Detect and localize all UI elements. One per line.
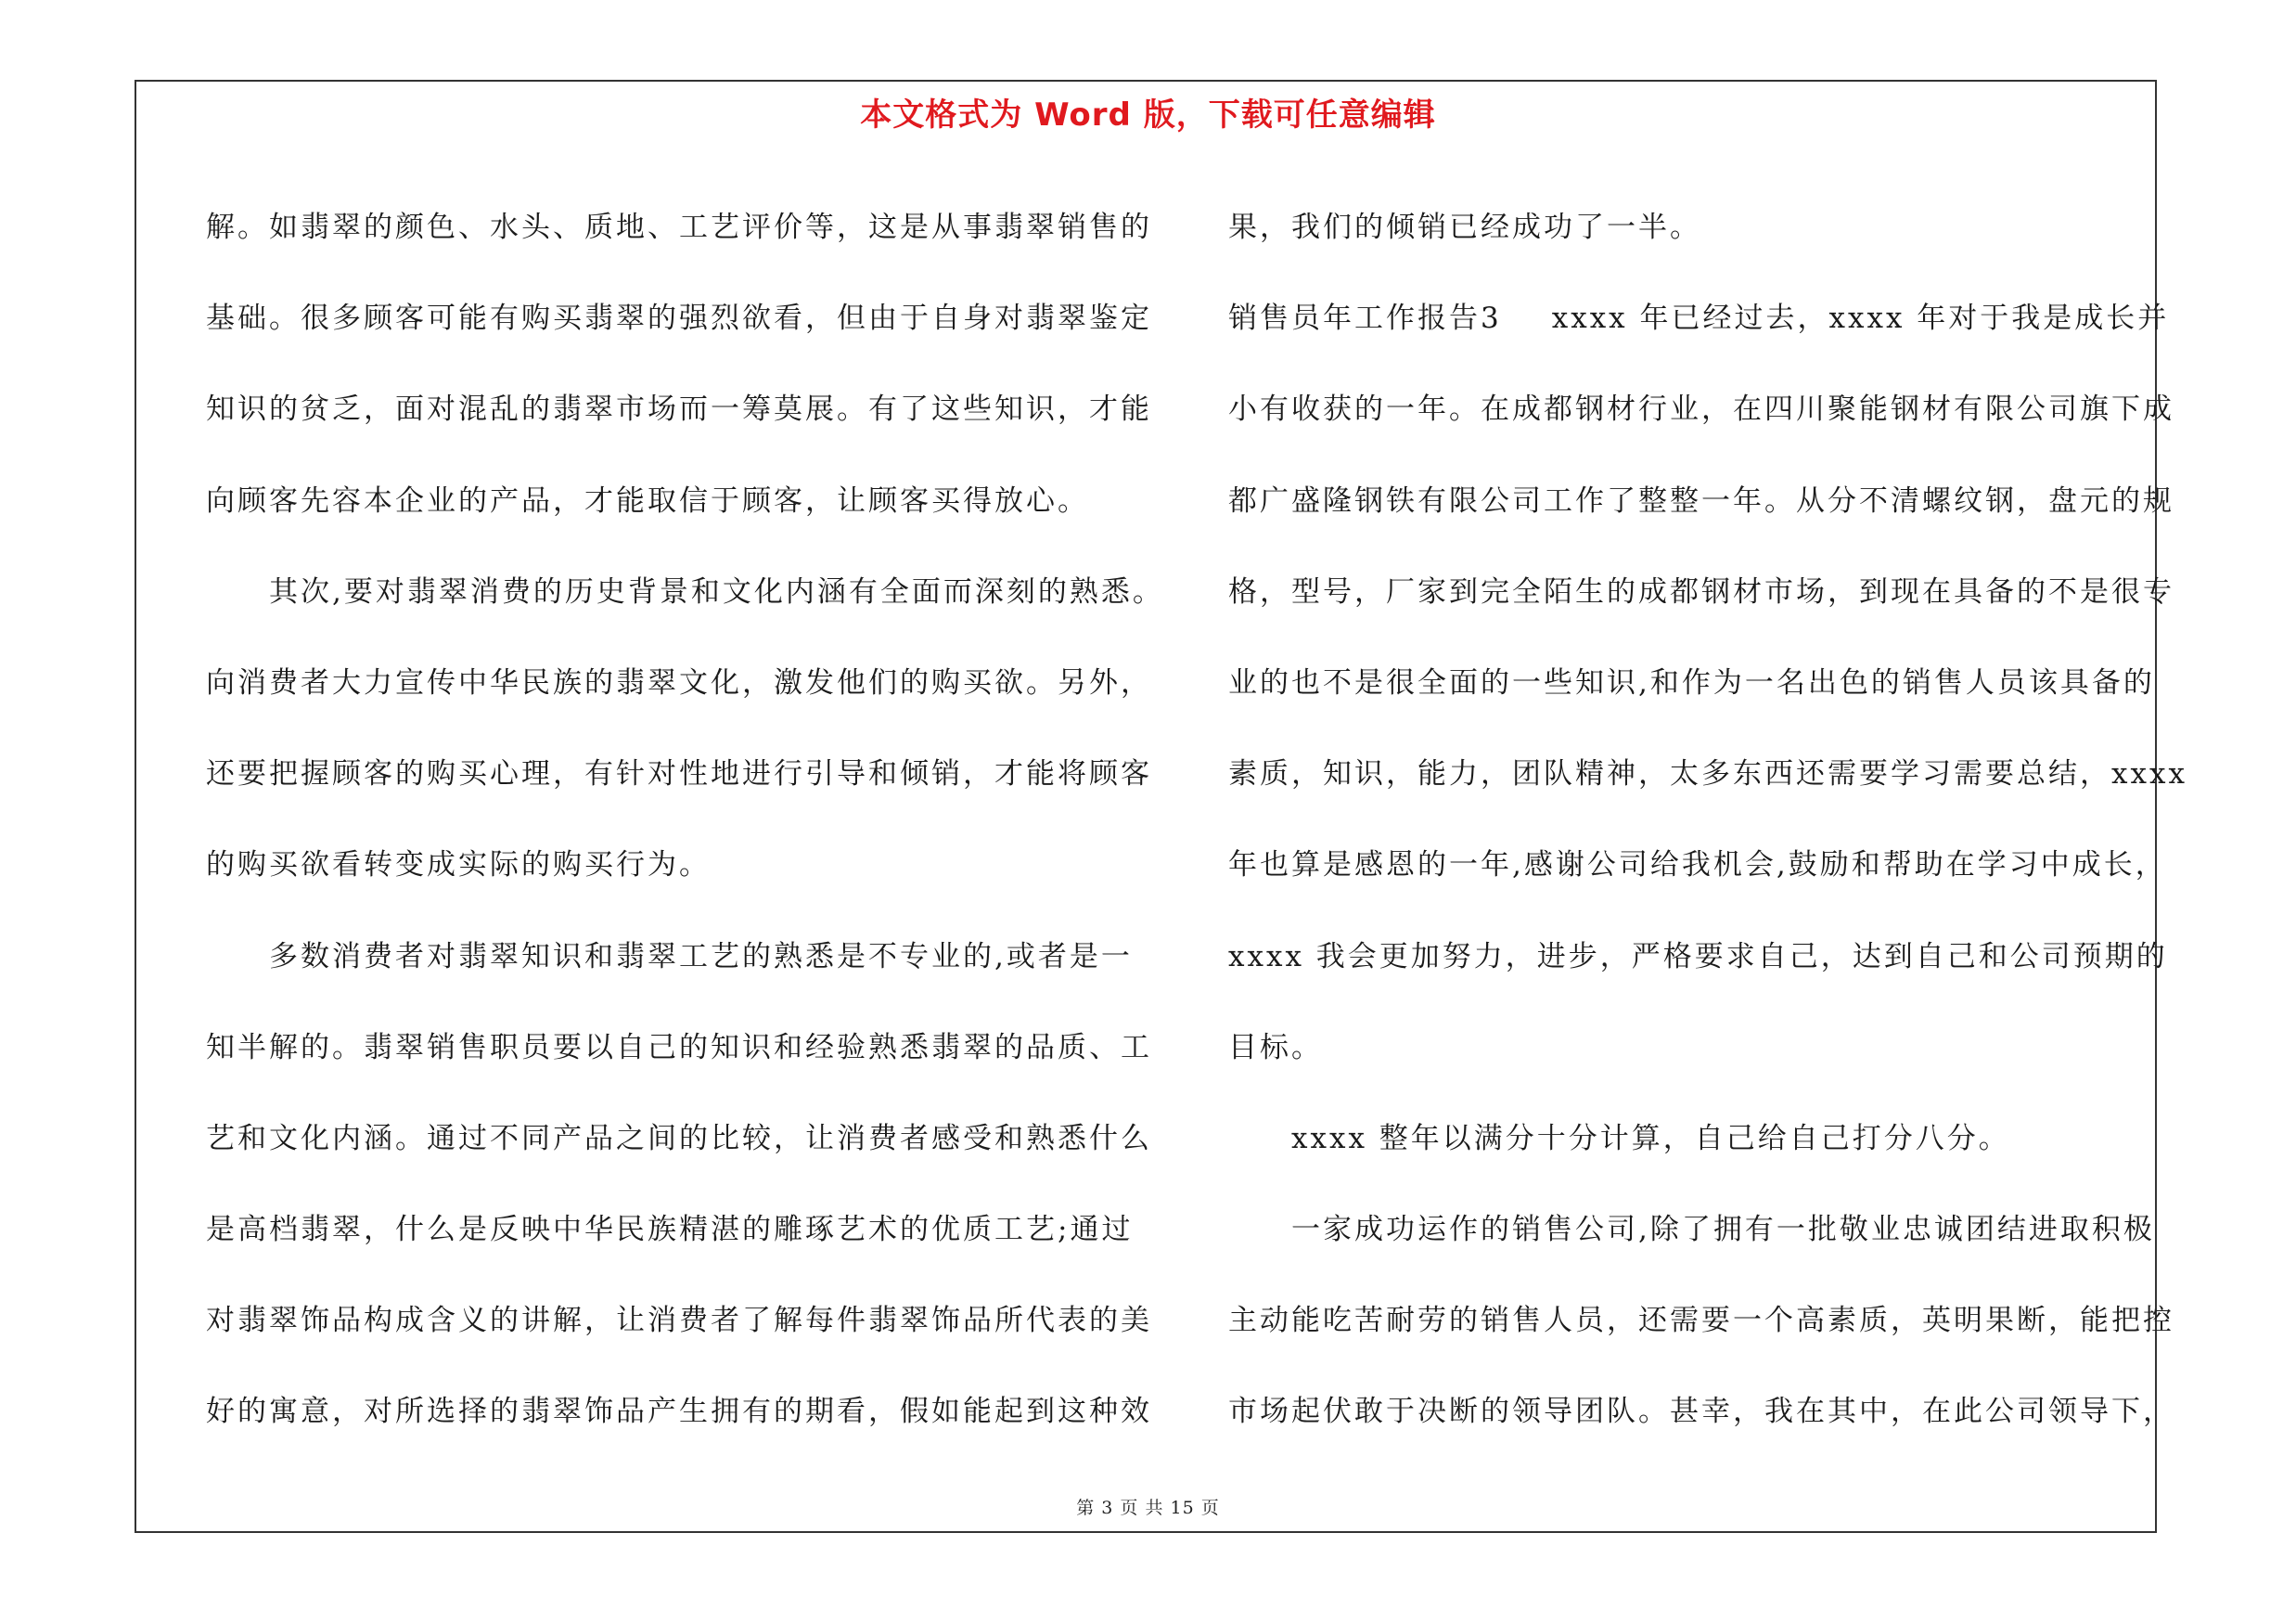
text-line: 的购买欲看转变成实际的购买行为。 <box>206 848 711 882</box>
text-line: 目标。 <box>1228 1030 1323 1064</box>
text-line: 业的也不是很全面的一些知识,和作为一名出色的销售人员该具备的 <box>1228 665 2155 700</box>
left-text-column <box>206 182 1164 1458</box>
text-line: xxxx 我会更加努力，进步，严格要求自己，达到自己和公司预期的 <box>1228 939 2168 973</box>
text-line: 艺和文化内涵。通过不同产品之间的比较，让消费者感受和熟悉什么 <box>206 1121 1152 1155</box>
text-line: 向消费者大力宣传中华民族的翡翠文化，激发他们的购买欲。另外， <box>206 665 1152 700</box>
text-line: 市场起伏敢于决断的领导团队。甚幸，我在其中，在此公司领导下， <box>1228 1395 2174 1429</box>
text-line: 是高档翡翠，什么是反映中华民族精湛的雕琢艺术的优质工艺;通过 <box>206 1213 1134 1247</box>
text-line: 格，型号，厂家到完全陌生的成都钢材市场，到现在具备的不是很专 <box>1228 574 2174 609</box>
text-line: 一家成功运作的销售公司,除了拥有一批敬业忠诚团结进取积极 <box>1228 1213 2155 1247</box>
text-line: 年也算是感恩的一年,感谢公司给我机会,鼓励和帮助在学习中成长， <box>1228 848 2167 882</box>
text-line: 还要把握顾客的购买心理，有针对性地进行引导和倾销，才能将顾客 <box>206 757 1152 792</box>
report-intro: xxxx 年已经过去，xxxx 年对于我是成长并 <box>1551 302 2170 336</box>
text-line: 对翡翠饰品构成含义的讲解，让消费者了解每件翡翠饰品所代表的美 <box>206 1304 1152 1338</box>
text-line: 知识的贫乏，面对混乱的翡翠市场而一筹莫展。有了这些知识，才能 <box>206 393 1152 427</box>
text-line: 果，我们的倾销已经成功了一半。 <box>1228 211 1701 244</box>
text-line: 解。如翡翠的颜色、水头、质地、工艺评价等，这是从事翡翠销售的 <box>206 211 1152 244</box>
text-line: 多数消费者对翡翠知识和翡翠工艺的熟悉是不专业的,或者是一 <box>206 939 1133 973</box>
text-line: xxxx 整年以满分十分计算，自己给自己打分八分。 <box>1228 1121 2010 1155</box>
text-line: 向顾客先容本企业的产品，才能取信于顾客，让顾客买得放心。 <box>206 483 1089 518</box>
text-line: 基础。很多顾客可能有购买翡翠的强烈欲看，但由于自身对翡翠鉴定 <box>206 302 1152 336</box>
text-line: 知半解的。翡翠销售职员要以自己的知识和经验熟悉翡翠的品质、工 <box>206 1030 1152 1064</box>
report-title: 销售员年工作报告3 <box>1228 302 1502 336</box>
report-heading-line <box>1228 273 2174 364</box>
text-line: 好的寓意，对所选择的翡翠饰品产生拥有的期看，假如能起到这种效 <box>206 1395 1152 1429</box>
page-number: 第 3 页 共 15 页 <box>1076 1498 1220 1518</box>
text-line: 都广盛隆钢铁有限公司工作了整整一年。从分不清螺纹钢，盘元的规 <box>1228 483 2174 518</box>
right-text-column <box>1228 182 2187 1458</box>
text-line: 主动能吃苦耐劳的销售人员，还需要一个高素质，英明果断，能把控 <box>1228 1304 2174 1338</box>
text-line: 素质，知识，能力，团队精神，太多东西还需要学习需要总结，xxxx <box>1228 757 2187 792</box>
text-line: 小有收获的一年。在成都钢材行业，在四川聚能钢材有限公司旗下成 <box>1228 393 2174 427</box>
word-format-banner: 本文格式为 Word 版，下载可任意编辑 <box>860 97 1436 134</box>
text-line: 其次,要对翡翠消费的历史背景和文化内涵有全面而深刻的熟悉。 <box>206 574 1164 609</box>
